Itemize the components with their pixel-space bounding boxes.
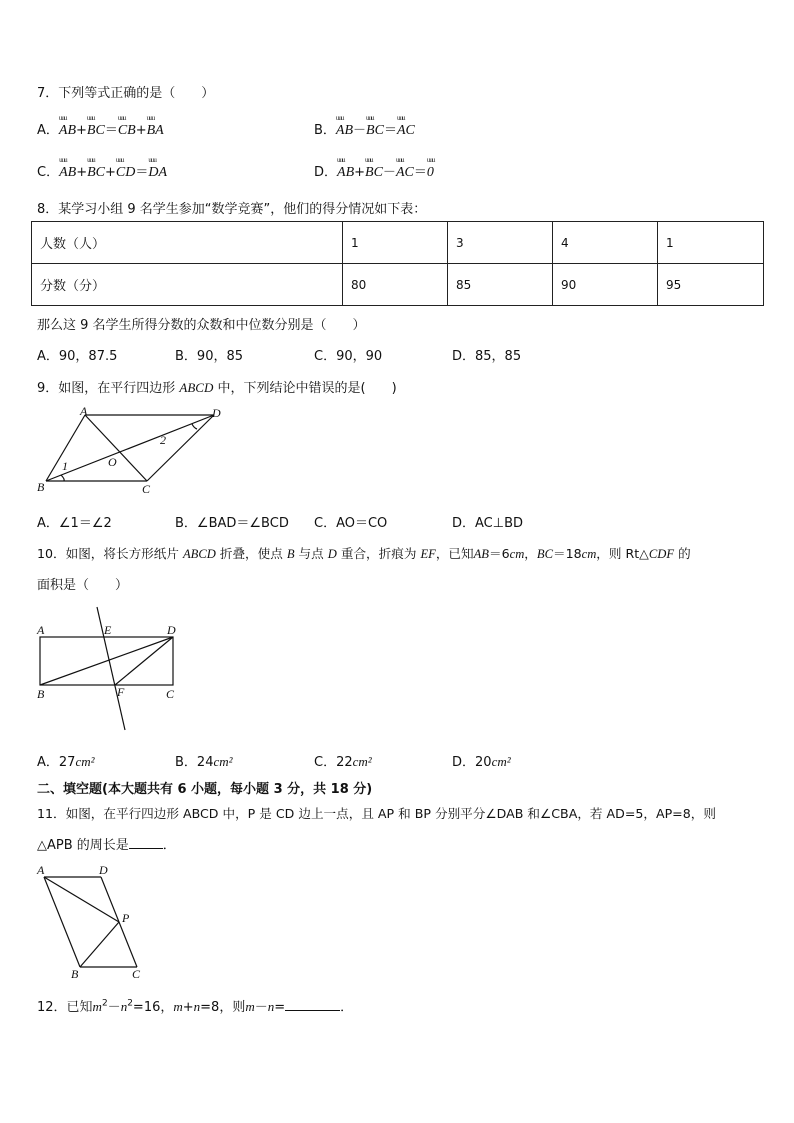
stem-math: ABCD <box>179 380 214 395</box>
operator: － <box>254 1000 268 1015</box>
label-b: B <box>37 480 45 494</box>
operator: + <box>76 165 88 180</box>
stem-text: ． <box>162 838 176 853</box>
option-number: 24 <box>196 755 214 770</box>
option-unit: cm² <box>213 754 233 769</box>
stem-text: =8，则 <box>200 1000 246 1015</box>
q9-option-d: D．AC⊥BD <box>452 516 524 531</box>
table-row <box>32 222 764 264</box>
stem-math: AB <box>473 547 489 561</box>
option-label: D． <box>452 755 476 770</box>
zero-vector: uuu 0 <box>427 165 434 181</box>
stem-text: 折叠，使点 <box>215 546 287 561</box>
vector: uuu DA <box>148 165 167 181</box>
q11-stem-line1: 11．如图，在平行四边形 ABCD 中，P 是 CD 边上一点，且 AP 和 BP 分别平分∠DAB 和∠CBA，若 AD=5，AP=8，则 <box>37 806 716 821</box>
stem-text: 10．如图，将长方形纸片 <box>37 546 183 561</box>
exponent: 2 <box>101 998 108 1009</box>
side-dc <box>147 415 214 481</box>
vector: uuu BC <box>87 165 105 181</box>
q7-option-a <box>37 119 164 139</box>
q7-option-c <box>37 161 167 181</box>
q9-stem <box>37 377 397 396</box>
q8-stem: 8．某学习小组 9 名学生参加“数学竞赛”，他们的得分情况如下表： <box>37 202 427 217</box>
table-cell: 4 <box>553 222 658 264</box>
var-m: m <box>173 999 183 1014</box>
q10-option-c <box>314 751 372 770</box>
segment-ap <box>44 877 119 922</box>
stem-text: 12．已知 <box>37 1000 93 1015</box>
stem-text: ． <box>340 1000 354 1015</box>
stem-text: 中，下列结论中错误的是( ) <box>213 381 397 396</box>
vector: uuu AB <box>59 165 76 181</box>
q10-option-d <box>452 751 511 770</box>
q10-stem-line2: 面积是（ ） <box>37 578 129 593</box>
segment-fd <box>115 637 173 685</box>
vector: uuu CB <box>118 123 136 139</box>
q9-option-b: B．∠BAD＝∠BCD <box>175 516 289 531</box>
table-cell: 3 <box>448 222 553 264</box>
label-d: D <box>99 863 108 877</box>
operator: ＝ <box>383 123 397 138</box>
option-label: A． <box>37 755 59 770</box>
vector: uuu BC <box>365 165 383 181</box>
stem-text: 重合，折痕为 <box>336 546 421 561</box>
vector: uuu BA <box>147 123 164 139</box>
score-table <box>31 221 764 306</box>
table-cell: 1 <box>343 222 448 264</box>
label-e: E <box>104 623 112 637</box>
operator: + <box>76 123 87 138</box>
var-n: n <box>193 999 201 1014</box>
q10-stem-line1 <box>37 543 691 562</box>
label-p: P <box>122 911 130 925</box>
section-2-title: 二、填空题(本大题共有 6 小题，每小题 3 分，共 18 分) <box>37 782 373 797</box>
stem-text: 与点 <box>294 546 328 561</box>
q7-option-b <box>314 119 415 139</box>
q10-option-b <box>175 751 233 770</box>
label-angle-1: 1 <box>62 459 68 473</box>
vector: uuu AB <box>59 123 76 139</box>
diagonal-ac <box>85 415 147 481</box>
q10-folded-rectangle-figure <box>34 604 194 734</box>
q8-option-b: B．90，85 <box>175 349 244 364</box>
stem-math: D <box>327 547 337 561</box>
stem-unit: cm <box>509 547 525 561</box>
label-a: A <box>80 405 88 418</box>
var-m: m <box>92 999 102 1014</box>
option-label: B． <box>175 755 197 770</box>
label-a: A <box>37 863 45 877</box>
angle-2-arc <box>192 424 197 429</box>
vector: uuu BC <box>366 123 384 139</box>
side-ba <box>44 877 80 967</box>
operator: － <box>107 1000 121 1015</box>
q8-option-a: A．90，87.5 <box>37 349 118 364</box>
q9-option-a: A．∠1＝∠2 <box>37 516 112 531</box>
stem-math: CDF <box>648 547 675 561</box>
q9-option-c: C．AO＝CO <box>314 516 388 531</box>
label-b: B <box>37 687 45 701</box>
angle-1-arc <box>61 475 64 481</box>
label-c: C <box>132 967 141 980</box>
operator: ＝ <box>104 123 118 138</box>
operator: － <box>353 123 367 138</box>
label-d: D <box>167 623 176 637</box>
table-cell: 95 <box>658 264 764 306</box>
table-cell: 90 <box>553 264 658 306</box>
option-number: 22 <box>336 755 353 770</box>
operator: + <box>135 123 147 138</box>
label-d: D <box>212 406 221 420</box>
var-n: n <box>120 999 128 1014</box>
stem-math: EF <box>420 547 436 561</box>
option-number: 27 <box>58 755 76 770</box>
option-unit: cm² <box>75 754 95 769</box>
q10-option-a <box>37 751 95 770</box>
stem-text: 9．如图，在平行四边形 <box>37 381 180 396</box>
operator: ＝ <box>413 165 427 180</box>
vector: uuu AC <box>396 165 414 181</box>
stem-text: ＝6 <box>489 546 510 561</box>
operator: = <box>274 1000 286 1015</box>
operator: + <box>354 165 366 180</box>
q8-question: 那么这 9 名学生所得分数的众数和中位数分别是（ ） <box>37 318 366 333</box>
operator: － <box>382 165 396 180</box>
table-cell: 分数（分） <box>32 264 343 306</box>
table-row <box>32 264 764 306</box>
stem-math: ABCD <box>182 547 216 561</box>
option-unit: cm² <box>491 754 511 769</box>
stem-text: =16， <box>132 1000 174 1015</box>
stem-unit: cm <box>581 547 597 561</box>
option-label: D． <box>314 165 338 180</box>
q8-option-c: C．90，90 <box>314 349 383 364</box>
label-c: C <box>166 687 175 701</box>
option-label: A． <box>37 123 59 138</box>
q12-stem <box>37 996 353 1015</box>
option-number: 20 <box>475 755 492 770</box>
table-cell: 85 <box>448 264 553 306</box>
label-b: B <box>71 967 79 980</box>
q11-parallelogram-figure <box>34 860 154 980</box>
option-label: C． <box>314 755 337 770</box>
exponent: 2 <box>127 998 133 1009</box>
operator: + <box>104 165 116 180</box>
option-unit: cm² <box>352 754 372 769</box>
segment-bp <box>80 922 119 967</box>
vector: uuu AB <box>337 165 354 181</box>
q7-option-d <box>314 161 434 181</box>
label-a: A <box>37 623 45 637</box>
stem-text: △APB 的周长是 <box>37 838 129 853</box>
label-c: C <box>142 482 151 496</box>
stem-math: BC <box>536 547 553 561</box>
table-cell: 80 <box>343 264 448 306</box>
q11-stem-line2 <box>37 834 176 853</box>
table-cell: 人数（人） <box>32 222 343 264</box>
table-cell: 1 <box>658 222 764 264</box>
option-label: B． <box>314 123 336 138</box>
vector: uuu BC <box>87 123 105 139</box>
stem-text: ，则 Rt△ <box>596 546 649 561</box>
label-f: F <box>117 685 125 699</box>
operator: ＝ <box>135 165 149 180</box>
var-n: n <box>267 999 275 1014</box>
stem-text: ， <box>524 546 537 561</box>
diagonal-bd <box>46 415 214 481</box>
vector: uuu CD <box>116 165 135 181</box>
stem-math: B <box>286 547 295 561</box>
label-o: O <box>108 455 117 469</box>
answer-blank[interactable] <box>129 848 163 849</box>
q8-option-d: D．85，85 <box>452 349 522 364</box>
operator: + <box>182 1000 194 1015</box>
option-label: C． <box>37 165 60 180</box>
q9-parallelogram-figure <box>34 405 224 497</box>
answer-blank[interactable] <box>285 1010 340 1011</box>
segment-bd <box>40 637 173 685</box>
stem-text: 的 <box>674 546 691 561</box>
stem-text: ＝18 <box>552 546 582 561</box>
q7-stem: 7．下列等式正确的是（ ） <box>37 86 215 101</box>
vector: uuu AB <box>336 123 353 139</box>
vector: uuu AC <box>397 123 415 139</box>
stem-text: ，已知 <box>435 546 474 561</box>
label-angle-2: 2 <box>160 433 166 447</box>
var-m: m <box>245 999 255 1014</box>
